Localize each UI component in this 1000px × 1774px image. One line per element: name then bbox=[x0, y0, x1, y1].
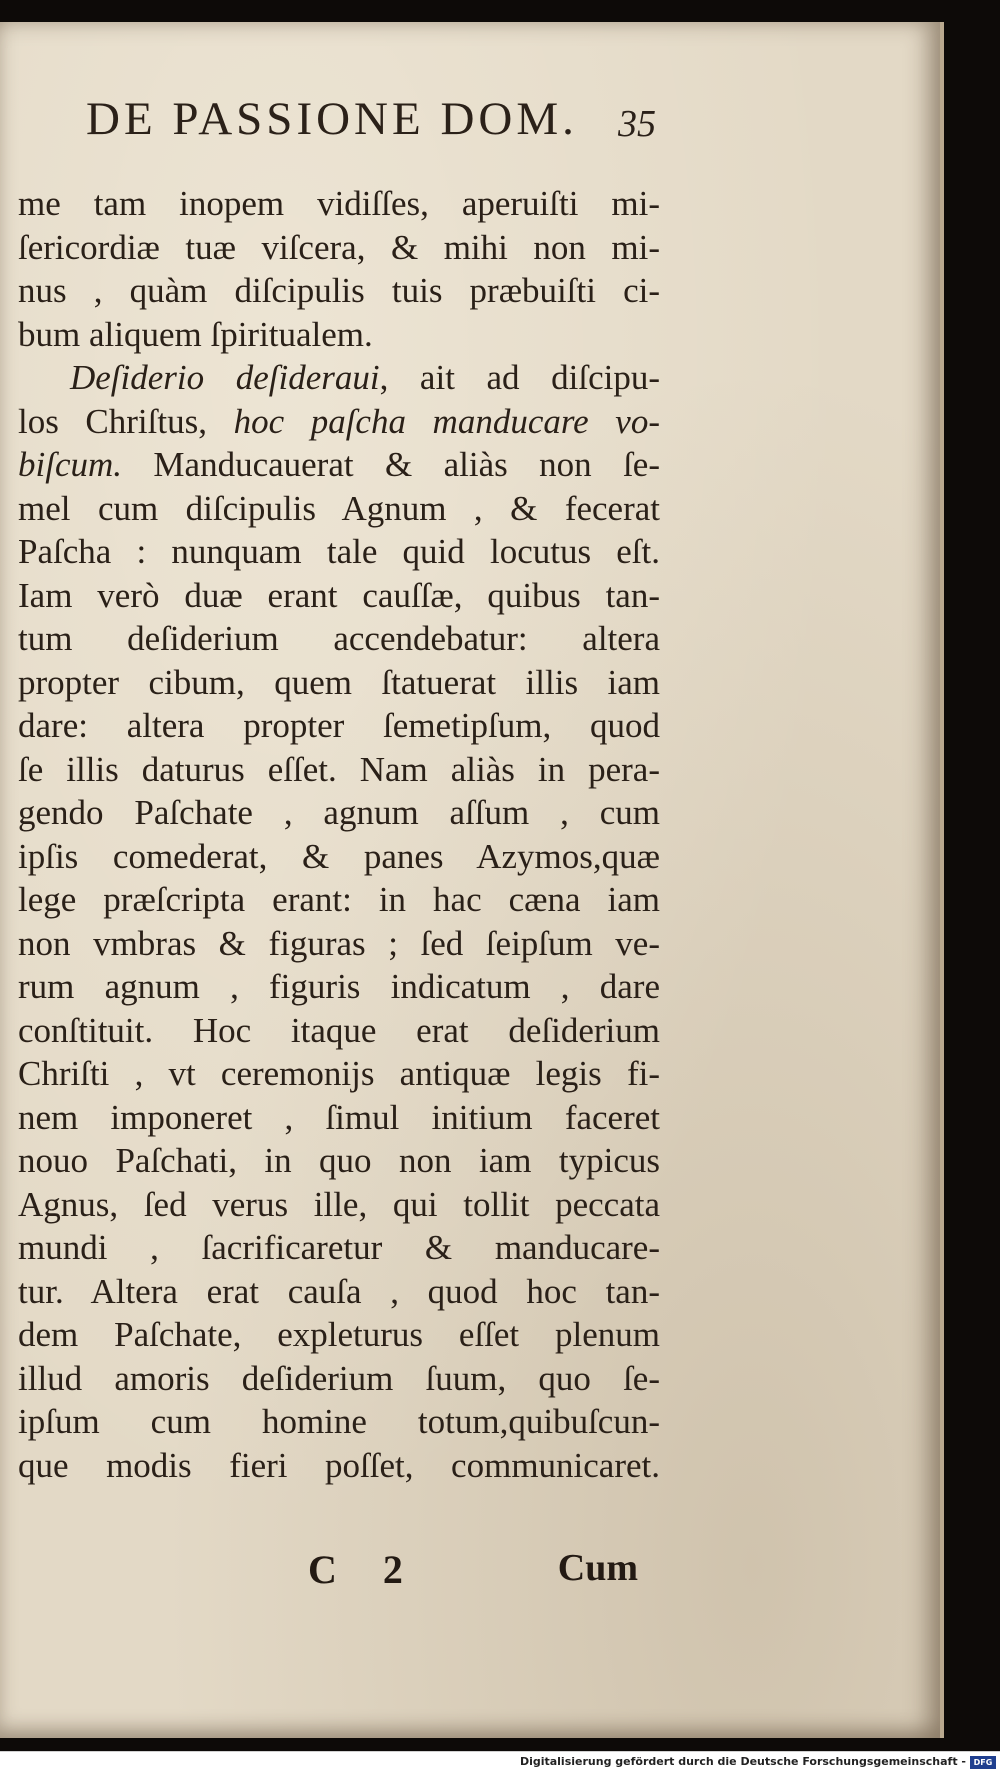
text-line: lege præſcripta erant: in hac cæna iam bbox=[18, 880, 660, 919]
text-line: me tam inopem vidiſſes, aperuiſti mi- bbox=[18, 184, 660, 223]
text-line: gendo Paſchate , agnum aſſum , cum bbox=[18, 793, 660, 832]
text-line: ſericordiæ tuæ viſcera, & mihi non mi- bbox=[18, 227, 660, 267]
text-line: tum deſiderium accendebatur: altera bbox=[18, 619, 660, 658]
text-line: nem imponeret , ſimul initium faceret bbox=[18, 1097, 660, 1137]
text-line: mundi , ſacrificaretur & manducare- bbox=[18, 1228, 660, 1267]
signature-mark: C 2 bbox=[308, 1547, 421, 1592]
text-line: ſe illis daturus eſſet. Nam aliàs in pera- bbox=[18, 749, 660, 789]
text-line: mel cum diſcipulis Agnum , & fecerat bbox=[18, 488, 660, 528]
text-line: Paſcha : nunquam tale quid locutus eſt. bbox=[18, 532, 660, 571]
page-header bbox=[86, 92, 656, 172]
text-line: Deſiderio deſideraui, ait ad diſcipu- bbox=[70, 358, 660, 397]
italic-quote: biſcum. bbox=[18, 445, 123, 484]
text-line: Chriſti , vt ceremonijs antiquæ legis fi- bbox=[18, 1054, 660, 1093]
catch-line bbox=[18, 1546, 638, 1596]
text-line: ipſis comederat, & panes Azymos,quæ bbox=[18, 836, 660, 876]
body-text bbox=[18, 182, 660, 1487]
text-line: dare: altera propter ſemetipſum, quod bbox=[18, 706, 660, 745]
text-line: rum agnum , figuris indicatum , dare bbox=[18, 967, 660, 1006]
page-number: 35 bbox=[618, 103, 656, 145]
catchword: Cum bbox=[557, 1547, 638, 1589]
text-line: conſtituit. Hoc itaque erat deſiderium bbox=[18, 1010, 660, 1050]
book-page bbox=[0, 22, 944, 1738]
text-line: ipſum cum homine totum,quibuſcun- bbox=[18, 1402, 660, 1441]
text-line: Agnus, ſed verus ille, qui tollit peccata bbox=[18, 1184, 660, 1224]
funding-note: Digitalisierung gefördert durch die Deutsche Forschungsgemeinschaft - bbox=[519, 1755, 966, 1768]
text-line: dem Paſchate, expleturus eſſet plenum bbox=[18, 1315, 660, 1354]
text-line: propter cibum, quem ſtatuerat illis iam bbox=[18, 662, 660, 702]
italic-quote: Deſiderio deſideraui bbox=[70, 358, 380, 397]
text-line: nus , quàm diſcipulis tuis præbuiſti ci- bbox=[18, 271, 660, 310]
text-line: illud amoris deſiderium ſuum, quo ſe- bbox=[18, 1358, 660, 1398]
text-line: non vmbras & figuras ; ſed ſeipſum ve- bbox=[18, 923, 660, 963]
digitization-footer bbox=[0, 1751, 1000, 1774]
text-line: biſcum. Manducauerat & aliàs non ſe- bbox=[18, 445, 660, 484]
running-title: DE PASSIONE DOM. bbox=[86, 93, 578, 145]
text-line: que modis fieri poſſet, communicaret. bbox=[18, 1445, 660, 1485]
text-line: nouo Paſchati, in quo non iam typicus bbox=[18, 1141, 660, 1180]
text-line: los Chriſtus, hoc paſcha manducare vo- bbox=[18, 401, 661, 441]
text-line: tur. Altera erat cauſa , quod hoc tan- bbox=[18, 1271, 660, 1311]
text-line: bum aliquem ſpiritualem. bbox=[18, 314, 373, 354]
text-line: Iam verò duæ erant cauſſæ, quibus tan- bbox=[18, 575, 660, 615]
italic-quote: hoc paſcha manducare vo- bbox=[233, 401, 661, 441]
dfg-logo: DFG bbox=[970, 1756, 996, 1769]
